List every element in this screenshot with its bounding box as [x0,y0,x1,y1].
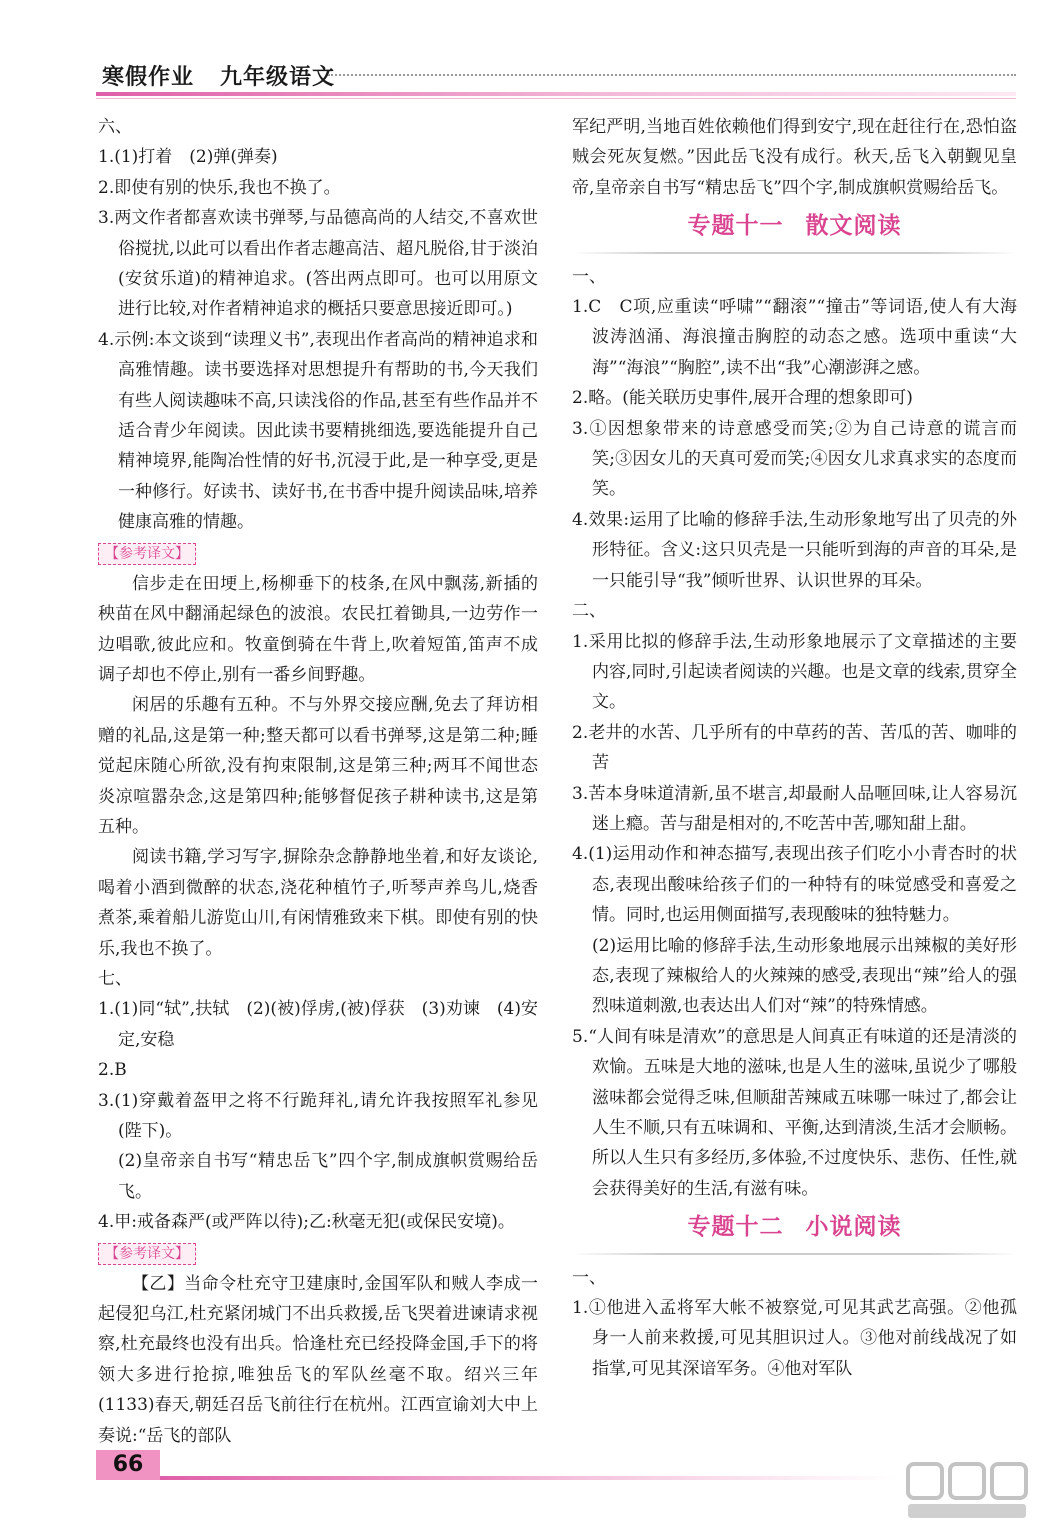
footer-rule [160,1476,896,1480]
t11-s2-item-3: 3.苦本身味道清新,虽不堪言,却最耐人品咂回味,让人容易沉迷上瘾。苦与甜是相对的,不吃苦中苦,哪知甜上甜。 [572,783,1017,834]
s6-item-4: 4.示例:本文谈到“读理义书”,表现出作者高尚的精神追求和高雅情趣。读书要选择对思想提升有帮助的书,今天我们有些人阅读趣味不高,只读浅俗的作品,甚至有些作品并不适合青少年阅读。因此读书要精挑细选,要选能提升自己精神境界,能陶冶性情的好书,沉浸于此,是一种享受,更是一种修行。好读书、读好书,在书香中提升阅读品味,培养健康高雅的情趣。 [98,329,538,533]
page-header [96,58,1016,98]
translation-paragraph: 阅读书籍,学习写字,摒除杂念静静地坐着,和好友谈论,喝着小酒到微醉的状态,浇花种植竹子,听琴声养鸟儿,烧香煮茶,乘着船儿游览山川,有闲情雅致来下棋。即使有别的快乐,我也不换了。 [98,847,538,959]
section-7-heading: 七、 [98,968,132,989]
s7-item-1: 1.(1)同“轼”,扶轼 (2)(被)俘虏,(被)俘获 (3)劝谏 (4)安定,安稳 [98,999,538,1050]
book-title: 寒假作业 [102,65,195,90]
right-column [572,112,1017,1384]
t12-section-1-heading: 一、 [572,1267,606,1288]
s7-item-3: 3.(1)穿戴着盔甲之将不行跪拜礼,请允许我按照军礼参见(陛下)。 [98,1090,538,1141]
t11-section-2-heading: 二、 [572,601,606,622]
reference-translation-tag: 【参考译文】 [98,1243,196,1265]
header-dotted-line [328,74,1016,78]
s6-item-1: 1.(1)打着 (2)弹(弹奏) [98,147,278,168]
watermark-logo [904,1458,1034,1522]
s7-item-2: 2.B [98,1060,127,1081]
header-rule [96,92,1016,96]
header-rule-thin [96,98,1016,99]
translation-paragraph: 信步走在田埂上,杨柳垂下的枝条,在风中飘荡,新插的秧苗在风中翻涌起绿色的波浪。农民扛着锄具,一边劳作一边唱歌,彼此应和。牧童倒骑在牛背上,吹着短笛,笛声不成调子却也不停止,别有一番乡间野趣。 [98,573,538,685]
topic-number: 专题十一 [687,213,784,240]
translation-continuation: 军纪严明,当地百姓依赖他们得到安宁,现在赶往行在,恐怕盗贼会死灰复燃。”因此岳飞没有成行。秋天,岳飞入朝觐见皇帝,皇帝亲自书写“精忠岳飞”四个字,制成旗帜赏赐给岳飞。 [572,117,1017,198]
t11-s1-item-3: 3.①因想象带来的诗意感受而笑;②为自己诗意的谎言而笑;③因女儿的天真可爱而笑;④因女儿求真求实的态度而笑。 [572,418,1017,500]
t11-s1-item-1: 1.C C项,应重读“呼啸”“翻滚”“撞击”等词语,使人有大海波涛汹涌、海浪撞击胸腔的动态之感。选项中重读“大海”“海浪”“胸腔”,读不出“我”心潮澎湃之感。 [572,297,1017,378]
topic-name: 散文阅读 [805,213,902,240]
reference-translation-tag: 【参考译文】 [98,543,196,565]
t11-s2-item-4: 4.(1)运用动作和神态描写,表现出孩子们吃小小青杏时的状态,表现出酸味给孩子们的一种特有的味觉感受和喜爱之情。同时,也运用侧面描写,表现酸味的独特魅力。 [572,844,1017,926]
s7-item-4: 4.甲:戒备森严(或严阵以待);乙:秋毫无犯(或保民安境)。 [98,1212,515,1233]
t12-s1-item-1: 1.①他进入孟将军大帐不被察觉,可见其武艺高强。②他孤身一人前来救援,可见其胆识过人。③他对前线战况了如指掌,可见其深谙军务。④他对军队 [572,1298,1017,1379]
t11-s2-item-5: 5.“人间有味是清欢”的意思是人间真正有味道的还是清淡的欢愉。五味是大地的滋味,也是人生的滋味,虽说少了哪般滋味都会觉得乏味,但顺甜苦辣咸五味哪一味过了,都会让人生不顺,只有五味调和、平衡,达到清淡,生活才会顺畅。所以人生只有多经历,多体验,不过度快乐、悲伤、任性,就会获得美好的生活,有滋有味。 [572,1026,1017,1199]
s6-item-2: 2.即使有别的快乐,我也不换了。 [98,177,341,198]
page-number: 66 [96,1450,160,1480]
topic-name: 小说阅读 [805,1214,902,1241]
section-6-heading: 六、 [98,117,132,137]
left-column [98,112,538,1451]
topic-11-title [572,211,1017,241]
t11-s2-item-1: 1.采用比拟的修辞手法,生动形象地展示了文章描述的主要内容,同时,引起读者阅读的兴趣。也是文章的线索,贯穿全文。 [572,631,1017,713]
t11-section-1-heading: 一、 [572,266,606,287]
t11-s2-item-4-sub: (2)运用比喻的修辞手法,生动形象地展示出辣椒的美好形态,表现了辣椒给人的火辣辣的感受,表现出“辣”给人的强烈味道刺激,也表达出人们对“辣”的特殊情感。 [592,935,1017,1017]
translation-paragraph: 闲居的乐趣有五种。不与外界交接应酬,免去了拜访相赠的礼品,这是第一种;整天都可以看书弹琴,这是第二种;睡觉起床随心所欲,没有拘束限制,这是第三种;两耳不闻世态炎凉喧嚣杂念,这是第四种;能够督促孩子耕种读书,这是第五种。 [98,695,538,837]
translation-paragraph: 【乙】当命令杜充守卫建康时,金国军队和贼人李成一起侵犯乌江,杜充紧闭城门不出兵救援,岳飞哭着进谏请求视察,杜充最终也没有出兵。恰逢杜充已经投降金国,手下的将领大多进行抢掠,唯独岳飞的军队丝毫不取。绍兴三年(1133)春天,朝廷召岳飞前往行在杭州。江西宣谕刘大中上奏说:“岳飞的部队 [98,1273,538,1446]
topic-12-title [572,1212,1017,1242]
grade-subject: 九年级语文 [220,65,336,90]
topic-divider [572,1253,1017,1255]
page-footer [96,1450,1016,1486]
t11-s1-item-4: 4.效果:运用了比喻的修辞手法,生动形象地写出了贝壳的外形特征。含义:这只贝壳是一只能听到海的声音的耳朵,是一只能引导“我”倾听世界、认识世界的耳朵。 [572,509,1017,591]
s7-item-3-sub: (2)皇帝亲自书写“精忠岳飞”四个字,制成旗帜赏赐给岳飞。 [118,1151,538,1202]
t11-s2-item-2: 2.老井的水苦、几乎所有的中草药的苦、苦瓜的苦、咖啡的苦 [572,722,1017,774]
header-title [102,60,335,91]
topic-divider [572,252,1017,254]
topic-number: 专题十二 [687,1214,784,1241]
s6-item-3: 3.两文作者都喜欢读书弹琴,与品德高尚的人结交,不喜欢世俗搅扰,以此可以看出作者志趣高洁、超凡脱俗,甘于淡泊(安贫乐道)的精神追求。(答出两点即可。也可以用原文进行比较,对作者精神追求的概括只要意思接近即可。) [98,208,538,320]
t11-s1-item-2: 2.略。(能关联历史事件,展开合理的想象即可) [572,388,913,409]
